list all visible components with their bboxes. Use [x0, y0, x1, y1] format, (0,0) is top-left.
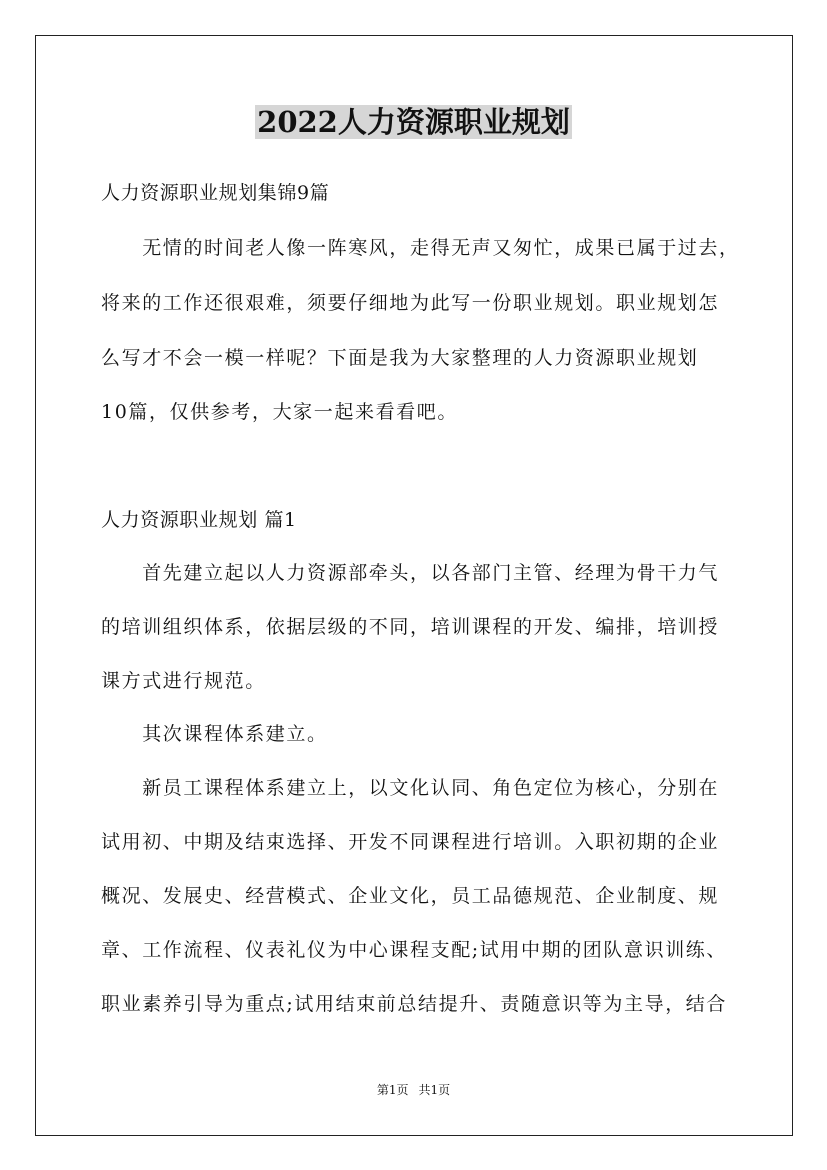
body-line: 章、工作流程、仪表礼仪为中心课程支配;试用中期的团队意识训练、 [101, 939, 728, 961]
intro-line: 无情的时间老人像一阵寒风，走得无声又匆忙，成果已属于过去， [101, 237, 740, 259]
intro-line: 将来的工作还很艰难，须要仔细地为此写一份职业规划。职业规划怎 [101, 292, 720, 314]
section-heading: 人力资源职业规划 篇1 [101, 509, 297, 531]
body-line: 试用初、中期及结束选择、开发不同课程进行培训。入职初期的企业 [101, 831, 720, 853]
body-line: 的培训组织体系，依据层级的不同，培训课程的开发、编排，培训授 [101, 616, 720, 638]
intro-line: 10篇，仅供参考，大家一起来看看吧。 [101, 401, 458, 423]
page-total: 共1页 [418, 1083, 451, 1097]
intro-line: 么写才不会一模一样呢？下面是我为大家整理的人力资源职业规划 [101, 347, 699, 369]
body-line: 首先建立起以人力资源部牵头，以各部门主管、经理为骨干力气 [101, 562, 720, 584]
document-title-text: 2022人力资源职业规划 [257, 105, 570, 139]
body-line: 新员工课程体系建立上，以文化认同、角色定位为核心，分别在 [101, 777, 720, 799]
page-footer [0, 1082, 827, 1098]
document-title [0, 100, 827, 144]
body-line: 课方式进行规范。 [101, 670, 266, 692]
document-subtitle: 人力资源职业规划集锦9篇 [101, 182, 330, 204]
body-line: 其次课程体系建立。 [101, 723, 328, 745]
page-number: 第1页 [376, 1083, 409, 1097]
body-line: 概况、发展史、经营模式、企业文化，员工品德规范、企业制度、规 [101, 885, 720, 907]
body-line: 职业素养引导为重点;试用结束前总结提升、责随意识等为主导，结合 [101, 993, 728, 1015]
